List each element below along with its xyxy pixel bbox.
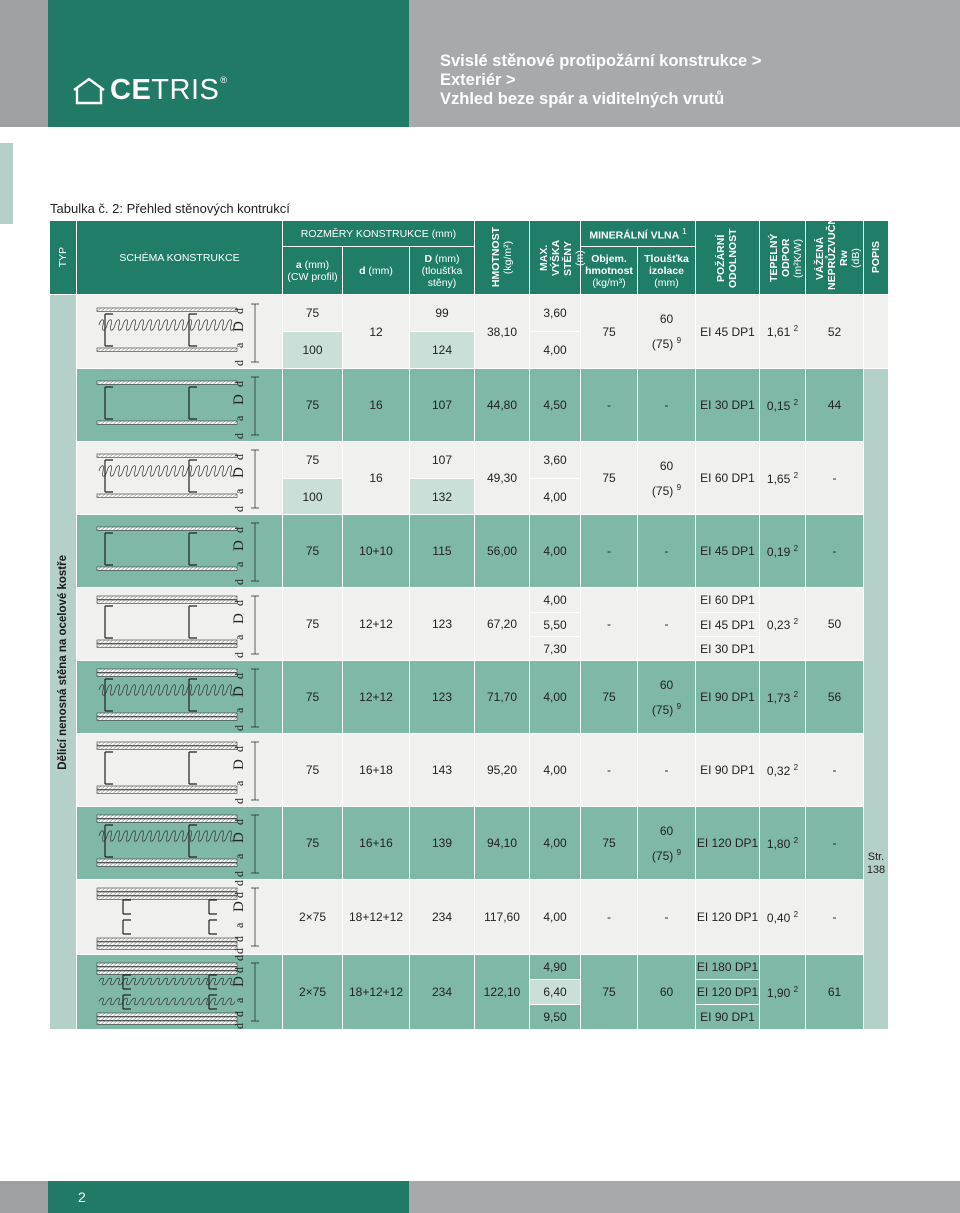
- cell-hmotnost: 44,80: [475, 369, 530, 442]
- cell-rw: 50: [806, 588, 864, 661]
- cell-objem: -: [581, 880, 638, 955]
- cell-objem: -: [581, 369, 638, 442]
- cw-profile: [209, 920, 217, 934]
- cell-vyska: 7,30: [530, 637, 581, 661]
- schema-letter: d: [232, 967, 246, 973]
- header-hmotnost: HMOTNOST (kg/m²): [475, 221, 530, 295]
- schema-letter: D: [231, 759, 247, 770]
- cell-pozarni: EI 45 DP1: [696, 295, 760, 369]
- cell-pozarni: EI 60 DP1: [696, 588, 760, 613]
- schema-letter: D: [231, 901, 247, 912]
- header-brand-panel: [48, 0, 409, 127]
- cell-pozarni: EI 90 DP1: [696, 734, 760, 807]
- schema-letter: a: [232, 997, 246, 1003]
- cell-objem: 75: [581, 955, 638, 1030]
- schema-letter: a: [232, 415, 246, 421]
- cw-profile: [105, 387, 113, 419]
- cell-vyska: 3,60: [530, 295, 581, 332]
- schema-letter: d: [232, 798, 246, 804]
- cw-profile: [189, 752, 197, 784]
- cell-pozarni: EI 30 DP1: [696, 637, 760, 661]
- cell-vyska: 4,00: [530, 479, 581, 515]
- cell-D: 124: [410, 332, 475, 369]
- schema-letter: D: [231, 976, 247, 987]
- schema-letter: d: [232, 433, 246, 439]
- cell-hmotnost: 49,30: [475, 442, 530, 515]
- dimension-line: [251, 450, 259, 508]
- cw-profile: [189, 533, 197, 565]
- cell-objem: 75: [581, 442, 638, 515]
- cw-profile: [209, 975, 217, 989]
- cell-D: 139: [410, 807, 475, 880]
- cell-vyska: 4,00: [530, 588, 581, 613]
- schema-letter: d: [232, 746, 246, 752]
- schema-row-9: [77, 880, 283, 955]
- cw-profile: [189, 387, 197, 419]
- cell-vyska: 4,50: [530, 369, 581, 442]
- footer-grey-right: [409, 1181, 960, 1213]
- schema-row-5: [77, 588, 283, 661]
- schema-row-6: [77, 661, 283, 734]
- cell-pozarni: EI 30 DP1: [696, 369, 760, 442]
- cell-tloustka: -: [638, 369, 696, 442]
- cw-profile: [189, 825, 197, 857]
- schema-letter: d: [232, 936, 246, 942]
- cell-tepelny: 1,61 $^2$: [760, 295, 806, 369]
- header-grey-left: [0, 0, 48, 127]
- footer-green-panel: [48, 1181, 409, 1213]
- cw-profile: [105, 533, 113, 565]
- mineral-wool-layer: [99, 831, 235, 842]
- schema-letter: d: [232, 307, 246, 314]
- cell-D: 123: [410, 588, 475, 661]
- schema-letter: d: [232, 1023, 246, 1029]
- cell-a: 75: [283, 369, 343, 442]
- cell-rw: 61: [806, 955, 864, 1030]
- schema-letter: D: [231, 320, 247, 332]
- cw-profile: [105, 752, 113, 784]
- schema-letter: a: [232, 634, 246, 640]
- title-line-2: Exteriér >: [440, 71, 516, 89]
- cell-pozarni: EI 45 DP1: [696, 613, 760, 637]
- cell-hmotnost: 117,60: [475, 880, 530, 955]
- cell-d: 12+12: [343, 588, 410, 661]
- schema-row-8: [77, 807, 283, 880]
- cell-a: 75: [283, 661, 343, 734]
- schema-letter: a: [232, 780, 246, 786]
- house-logo-icon: [72, 77, 106, 105]
- cell-a: 2×75: [283, 955, 343, 1030]
- dimension-line: [251, 523, 259, 581]
- popis-cell: Str. 138: [864, 369, 889, 1030]
- side-tab-marker: [0, 143, 13, 224]
- cell-tepelny: 1,90 $^2$: [760, 955, 806, 1030]
- cell-d: 16+16: [343, 807, 410, 880]
- cell-tepelny: 0,15 $^2$: [760, 369, 806, 442]
- schema-row-7: [77, 734, 283, 807]
- cell-a: 75: [283, 807, 343, 880]
- cell-hmotnost: 122,10: [475, 955, 530, 1030]
- cell-a: 2×75: [283, 880, 343, 955]
- mineral-wool-layer: [99, 998, 235, 1005]
- schema-letter: d: [232, 1011, 246, 1017]
- cell-vyska: 4,00: [530, 515, 581, 588]
- title-line-1: Svislé stěnové protipožární konstrukce >: [440, 52, 762, 70]
- schema-letter: d: [232, 652, 246, 658]
- cell-vyska: 3,60: [530, 442, 581, 479]
- cell-tepelny: 1,73 $^2$: [760, 661, 806, 734]
- cell-pozarni: EI 90 DP1: [696, 1005, 760, 1030]
- schema-letter: a: [232, 488, 246, 494]
- cell-d: 16+18: [343, 734, 410, 807]
- header-d: d (mm): [343, 247, 410, 295]
- cell-hmotnost: 38,10: [475, 295, 530, 369]
- cell-vyska: 4,00: [530, 880, 581, 955]
- cell-objem: -: [581, 588, 638, 661]
- cell-d: 18+12+12: [343, 955, 410, 1030]
- dimension-line: [251, 304, 259, 362]
- cell-hmotnost: 71,70: [475, 661, 530, 734]
- cw-profile: [189, 679, 197, 711]
- cell-rw: -: [806, 880, 864, 955]
- cell-rw: 56: [806, 661, 864, 734]
- schema-letter: d: [232, 892, 246, 898]
- schema-letter: D: [231, 686, 247, 697]
- header-popis: POPIS: [864, 221, 889, 295]
- cell-pozarni: EI 45 DP1: [696, 515, 760, 588]
- cw-profile: [189, 606, 197, 638]
- title-line-3: Vzhled beze spár a viditelných vrutů: [440, 90, 725, 108]
- schema-letter: D: [231, 540, 247, 551]
- cell-D: 123: [410, 661, 475, 734]
- header-pozarni: POŽÁRNÍ ODOLNOST: [696, 221, 760, 295]
- cell-d: 18+12+12: [343, 880, 410, 955]
- dimension-line: [251, 888, 259, 946]
- cell-a: 75: [283, 515, 343, 588]
- schema-letter: a: [232, 561, 246, 567]
- cell-hmotnost: 94,10: [475, 807, 530, 880]
- cell-a: 75: [283, 295, 343, 332]
- schema-letter: D: [231, 832, 247, 843]
- cell-a: 75: [283, 442, 343, 479]
- header-tloustka: Tloušťka izolace (mm): [638, 247, 696, 295]
- cell-pozarni: EI 90 DP1: [696, 661, 760, 734]
- cw-profile: [123, 920, 131, 934]
- cell-a: 100: [283, 332, 343, 369]
- dimension-line: [251, 963, 259, 1021]
- cell-rw: 52: [806, 295, 864, 369]
- cell-rw: 44: [806, 369, 864, 442]
- cell-tloustka: 60 (75) $^9$: [638, 442, 696, 515]
- cell-tloustka: 60 (75) $^9$: [638, 661, 696, 734]
- cetris-logo: [72, 76, 228, 105]
- cell-D: 234: [410, 880, 475, 955]
- cell-D: 132: [410, 479, 475, 515]
- cw-profile: [209, 995, 217, 1009]
- cell-D: 107: [410, 442, 475, 479]
- cell-a: 75: [283, 588, 343, 661]
- cell-pozarni: EI 60 DP1: [696, 442, 760, 515]
- schema-row-2: [77, 369, 283, 442]
- cell-d: 12+12: [343, 661, 410, 734]
- header-vlna: MINERÁLNÍ VLNA $^1$: [581, 221, 696, 247]
- cw-profile: [105, 606, 113, 638]
- schema-letter: d: [232, 506, 246, 512]
- schema-letter: d: [232, 579, 246, 585]
- header-a: a (mm) (CW profil): [283, 247, 343, 295]
- cell-tloustka: 60 (75) $^9$: [638, 807, 696, 880]
- schema-letter: d: [232, 527, 246, 533]
- schema-letter: a: [232, 707, 246, 713]
- cw-profile: [209, 900, 217, 914]
- dimension-line: [251, 815, 259, 873]
- cw-profile: [189, 460, 197, 492]
- dimension-line: [251, 742, 259, 800]
- schema-letter: d: [232, 359, 246, 366]
- schema-row-10: [77, 955, 283, 1030]
- header-D: D (mm) (tloušťka stěny): [410, 247, 475, 295]
- schema-letter: d: [232, 725, 246, 731]
- schema-letter: D: [231, 613, 247, 624]
- cell-D: 143: [410, 734, 475, 807]
- cell-hmotnost: 67,20: [475, 588, 530, 661]
- cell-tepelny: 0,23 $^2$: [760, 588, 806, 661]
- cell-d: 16: [343, 442, 410, 515]
- cell-a: 75: [283, 734, 343, 807]
- cell-d: 10+10: [343, 515, 410, 588]
- cell-objem: 75: [581, 295, 638, 369]
- dimension-line: [251, 377, 259, 435]
- cw-profile: [189, 314, 197, 346]
- footer-grey-left: [0, 1181, 48, 1213]
- cell-tloustka: -: [638, 734, 696, 807]
- cell-tepelny: 0,19 $^2$: [760, 515, 806, 588]
- cell-tepelny: 1,65 $^2$: [760, 442, 806, 515]
- mineral-wool-layer: [99, 978, 235, 985]
- schema-letter: d: [232, 948, 246, 954]
- cell-rw: -: [806, 734, 864, 807]
- header-typ: TYP: [50, 221, 77, 295]
- cell-D: 107: [410, 369, 475, 442]
- cell-tepelny: 1,80 $^2$: [760, 807, 806, 880]
- table-caption: Tabulka č. 2: Přehled stěnových kontrukcí: [50, 201, 290, 216]
- schema-row-1: [77, 295, 283, 369]
- schema-letter: d: [232, 871, 246, 877]
- schema-letter: d: [232, 880, 246, 886]
- cell-rw: -: [806, 515, 864, 588]
- schema-letter: d: [232, 381, 246, 387]
- cell-pozarni: EI 180 DP1: [696, 955, 760, 980]
- mineral-wool-layer: [99, 685, 235, 696]
- cell-rw: -: [806, 442, 864, 515]
- mineral-wool-layer: [99, 466, 235, 477]
- header-tepelny: TEPELNÝ ODPOR (m²K/W): [760, 221, 806, 295]
- schema-row-4: [77, 515, 283, 588]
- cell-objem: 75: [581, 661, 638, 734]
- logo-wordmark: CETRIS®: [110, 74, 228, 106]
- header-rozmery: ROZMĚRY KONSTRUKCE (mm): [283, 221, 475, 247]
- cell-vyska: 6,40: [530, 980, 581, 1005]
- cell-D: 99: [410, 295, 475, 332]
- cell-vyska: 4,00: [530, 734, 581, 807]
- cell-vyska: 4,90: [530, 955, 581, 980]
- dimension-line: [251, 669, 259, 727]
- cell-pozarni: EI 120 DP1: [696, 880, 760, 955]
- cell-pozarni: EI 120 DP1: [696, 980, 760, 1005]
- cell-vyska: 4,00: [530, 661, 581, 734]
- cell-d: 12: [343, 295, 410, 369]
- cell-tepelny: 0,32 $^2$: [760, 734, 806, 807]
- cell-tloustka: -: [638, 588, 696, 661]
- dimension-line: [251, 596, 259, 654]
- cell-tloustka: -: [638, 515, 696, 588]
- cell-a: 100: [283, 479, 343, 515]
- header-vazena: VÁŽENÁ NEPRŮZVUČNOST Rw (dB): [806, 221, 864, 295]
- schema-row-3: [77, 442, 283, 515]
- cell-objem: -: [581, 515, 638, 588]
- cell-tepelny: 0,40 $^2$: [760, 880, 806, 955]
- schema-letter: d: [232, 600, 246, 606]
- popis-top-cell: [864, 295, 889, 369]
- mineral-wool-layer: [99, 319, 235, 330]
- schema-letter: d: [232, 673, 246, 679]
- cw-profile: [123, 900, 131, 914]
- header-schema: SCHÉMA KONSTRUKCE: [77, 221, 283, 295]
- cell-objem: -: [581, 734, 638, 807]
- cell-hmotnost: 95,20: [475, 734, 530, 807]
- typ-cell: Dělicí nenosná stěna na ocelové kostře: [50, 295, 77, 1030]
- cell-D: 234: [410, 955, 475, 1030]
- cell-tloustka: 60 (75) $^9$: [638, 295, 696, 369]
- cell-objem: 75: [581, 807, 638, 880]
- cell-vyska: 4,00: [530, 807, 581, 880]
- page-title: [440, 52, 761, 109]
- cell-d: 16: [343, 369, 410, 442]
- cell-vyska: 9,50: [530, 1005, 581, 1030]
- schema-letter: D: [231, 467, 247, 478]
- header-vyska: MAX. VÝŠKA STĚNY (m): [530, 221, 581, 295]
- schema-letter: a: [232, 853, 246, 859]
- schema-letter: a: [232, 922, 246, 928]
- cell-vyska: 4,00: [530, 332, 581, 369]
- cell-rw: -: [806, 807, 864, 880]
- cell-pozarni: EI 120 DP1: [696, 807, 760, 880]
- schema-letter: a: [232, 342, 246, 348]
- cell-tloustka: -: [638, 880, 696, 955]
- schema-letter: d: [232, 454, 246, 460]
- cell-hmotnost: 56,00: [475, 515, 530, 588]
- schema-letter: d: [232, 955, 246, 961]
- cell-tloustka: 60: [638, 955, 696, 1030]
- page-number: 2: [78, 1189, 86, 1205]
- schema-letter: d: [232, 819, 246, 825]
- schema-letter: D: [231, 394, 247, 405]
- cell-vyska: 5,50: [530, 613, 581, 637]
- cell-D: 115: [410, 515, 475, 588]
- header-objem: Objem. hmotnost (kg/m³): [581, 247, 638, 295]
